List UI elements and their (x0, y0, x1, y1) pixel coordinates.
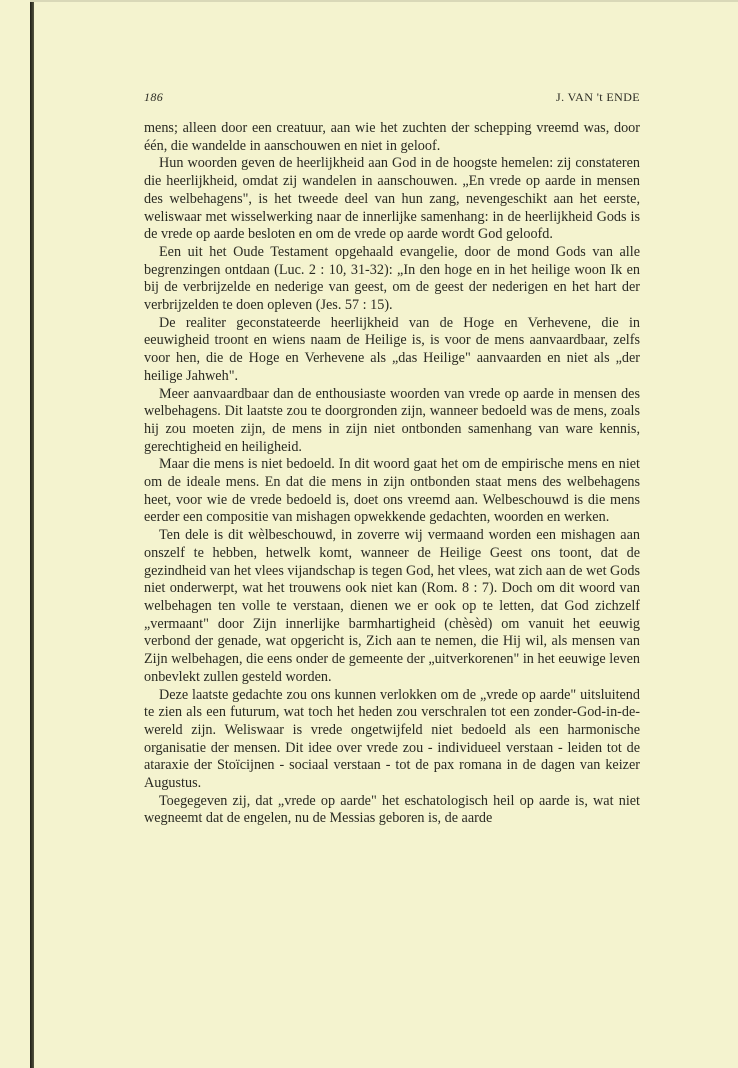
paragraph: Toegegeven zij, dat „vrede op aarde" het eschatologisch heil op aarde is, wat niet wegneemt dat de engelen, nu de Messias geboren is, de aarde (144, 792, 640, 827)
paragraph: Meer aanvaardbaar dan de enthousiaste woorden van vrede op aarde in mensen des welbehagens. Dit laatste zou te doorgronden zijn, wanneer bedoeld was de mens, zoals hij zou moeten zijn, de mens in zijn niet ontbonden samenhang van ware kennis, gerechtigheid en heiligheid. (144, 385, 640, 455)
paragraph: Deze laatste gedachte zou ons kunnen verlokken om de „vrede op aarde" uitsluitend te zien als een futurum, wat toch het heden zou verschralen tot een zonder-God-in-de-wereld zijn. Weliswaar is vrede ongetwijfeld niet bedoeld als een harmonische organisatie der mensen. Dit idee over vrede zou - individueel verstaan - leiden tot de ataraxie der Stoïcijnen - sociaal verstaan - tot de pax romana in de dagen van keizer Augustus. (144, 686, 640, 792)
paragraph: Een uit het Oude Testament opgehaald evangelie, door de mond Gods van alle begrenzingen ontdaan (Luc. 2 : 10, 31-32): „In den hoge en in het heilige woon Ik en bij de verbrijzelde en nederige van geest, om de geest der nederigen en het hart der verbrijzelden te doen opleven (Jes. 57 : 15). (144, 243, 640, 314)
paragraph: mens; alleen door een creatuur, aan wie het zuchten der schepping vreemd was, door één, die wandelde in aanschouwen en niet in geloof. (144, 120, 640, 154)
scan-top-edge (30, 0, 738, 2)
paragraph: Maar die mens is niet bedoeld. In dit woord gaat het om de empirische mens en niet om de ideale mens. En dat die mens in zijn ontbonden staat mens des welbehagens heet, voor wie de vrede bedoeld is, doet ons vreemd aan. Welbeschouwd is die mens eerder een compositie van mishagen opwekkende gedachten, woorden en werken. (144, 456, 640, 526)
paragraph: Ten dele is dit wèlbeschouwd, in zoverre wij vermaand worden een mishagen aan onszelf te hebben, hetwelk komt, wanneer de Heilige Geest ons toont, dat de gezindheid van het vlees vijandschap is tegen God, het vlees, wat zich aan de wet Gods niet onderwerpt, wat het trouwens ook niet kan (Rom. 8 : 7). Doch om dit woord van welbehagen ten volle te verstaan, dienen we er ook op te letten, dat God zichzelf „vermaant" door Zijn innerlijke barmhartigheid (chèsèd) om vanuit het eeuwig verbond der genade, wat opgericht is, Zich aan te nemen, die Hij wil, als mensen van Zijn welbehagen, die eens onder de gemeente der „uitverkorenen" in het eeuwige leven onbevlekt zullen gesteld worden. (144, 527, 641, 685)
scan-edge (30, 0, 34, 1068)
running-head: J. VAN 't ENDE (556, 90, 640, 104)
page-header (144, 90, 640, 108)
paragraph: De realiter geconstateerde heerlijkheid van de Hoge en Verhevene, die in eeuwigheid troont en wiens naam de Heilige is, is voor de mens aanvaardbaar, zelfs voor hen, die de Hoge en Verhevene als „das Heilige" aanvaarden en niet als „der heilige Jahweh". (144, 314, 640, 384)
page-body (144, 120, 640, 828)
paragraph: Hun woorden geven de heerlijkheid aan God in de hoogste hemelen: zij constateren die heerlijkheid, omdat zij wandelen in aanschouwen. „En vrede op aarde in mensen des welbehagens", is het tweede deel van hun zang, nevengeschikt aan het eerste, weliswaar met wisselwerking naar de innerlijke samenhang: in de heerlijkheid Gods is de vrede op aarde besloten en om de vrede op aarde wordt God geloofd. (144, 155, 640, 243)
page-number: 186 (144, 90, 164, 104)
